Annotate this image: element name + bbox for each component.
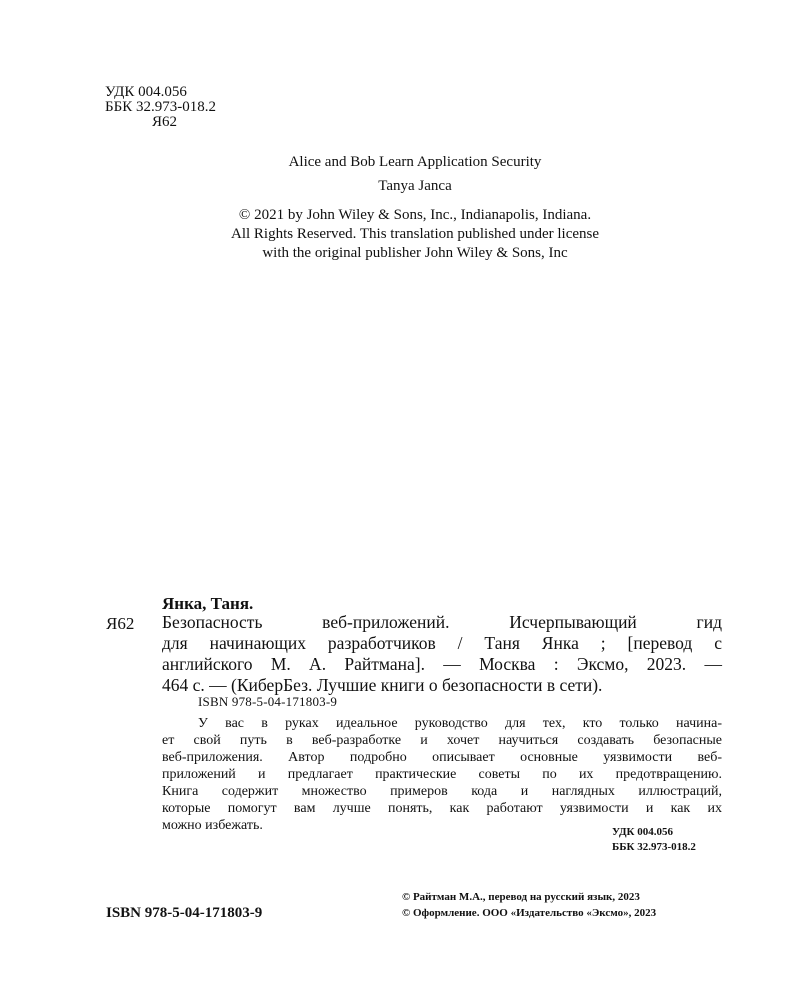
- card-isbn: ISBN 978-5-04-171803-9: [198, 694, 338, 709]
- description-line: для начинающих разработчиков / Таня Янка ; [перевод с: [162, 633, 722, 653]
- rights-statement: [150, 206, 680, 263]
- abstract-line: которые помогут вам лучше понять, как работают уязвимости и как их: [162, 801, 722, 816]
- abstract-line: Книга содержит множество примеров кода и наглядных иллюстраций,: [162, 784, 722, 799]
- abstract-line: У вас в руках идеальное руководство для тех, кто только начина-: [198, 716, 722, 731]
- bbk-code: ББК 32.973-018.2: [105, 99, 216, 115]
- card-description: [162, 612, 722, 696]
- rights-line: All Rights Reserved. This translation published under license: [231, 226, 599, 242]
- description-line: Безопасность веб-приложений. Исчерпывающий гид: [162, 612, 722, 632]
- abstract-line: веб-приложения. Автор подробно описывает основные уязвимости веб-: [162, 750, 722, 765]
- abstract-line: можно избежать.: [162, 818, 263, 833]
- description-line: английского М. А. Райтмана]. — Москва : Эксмо, 2023. —: [162, 654, 722, 674]
- original-author: Tanya Janca: [378, 178, 452, 194]
- abstract-line: ет свой путь в веб-разработке и хочет научиться создавать безопасные: [162, 733, 722, 748]
- card-codes: [612, 825, 696, 855]
- original-title: Alice and Bob Learn Application Security: [288, 154, 542, 170]
- description-line: 464 с. — (КиберБез. Лучшие книги о безопасности в сети).: [162, 675, 603, 695]
- rights-line: with the original publisher John Wiley & Sons, Inc: [262, 245, 568, 261]
- card-abstract: [162, 715, 722, 834]
- card-bbk: ББК 32.973-018.2: [612, 841, 696, 853]
- footer-copyrights: [402, 889, 656, 921]
- udk-code: УДК 004.056: [105, 84, 187, 100]
- card-udk: УДК 004.056: [612, 826, 674, 838]
- abstract-line: приложений и предлагает практические советы по их предотвращению.: [162, 767, 722, 782]
- rights-line: © 2021 by John Wiley & Sons, Inc., Indianapolis, Indiana.: [238, 207, 592, 223]
- footer-isbn: ISBN 978-5-04-171803-9: [106, 905, 263, 921]
- original-edition-block: [150, 153, 680, 263]
- card-author-mark: Я62: [106, 614, 135, 633]
- author-mark: Я62: [152, 114, 178, 130]
- copyright-translation: © Райтман М.А., перевод на русский язык, 2023: [402, 891, 640, 903]
- copyright-design: © Оформление. ООО «Издательство «Эксмо», 2023: [402, 907, 657, 919]
- card-author: Янка, Таня.: [162, 594, 254, 613]
